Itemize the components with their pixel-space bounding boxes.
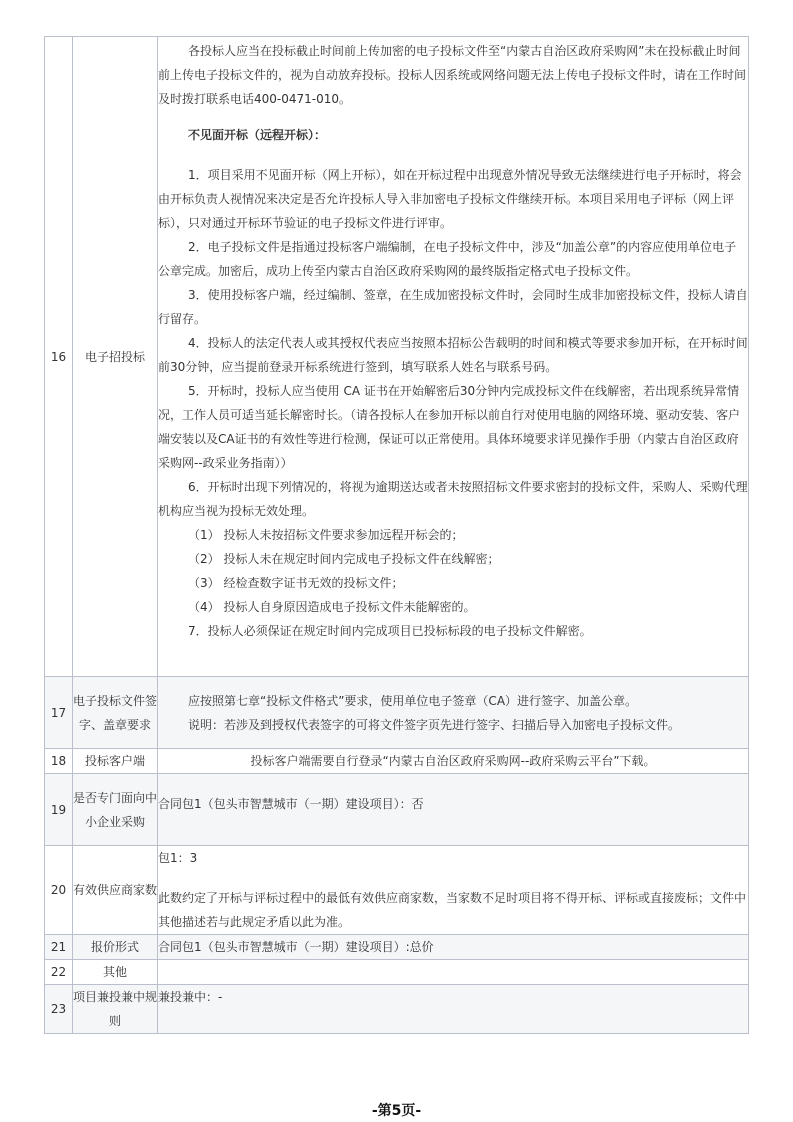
row-label: 项目兼投兼中规则 <box>73 985 158 1034</box>
table-row-19 <box>45 774 749 846</box>
row-content: 合同包1（包头市智慧城市（一期）建设项目）：否 <box>158 774 749 846</box>
supplier-rule: 此数约定了开标与评标过程中的最低有效供应商家数，当家数不足时项目将不得开标、评标或直接废标；文件中其他描述若与此规定矛盾以此为准。 <box>158 891 747 929</box>
sub-list-item: （2） 投标人未在规定时间内完成电子投标文件在线解密； <box>188 552 500 566</box>
list-item: 2．电子投标文件是指通过投标客户端编制，在电子投标文件中，涉及“加盖公章”的内容应使用单位电子公章完成。加密后，成功上传至内蒙古自治区政府采购网的最终版指定格式电子投标文件。 <box>158 240 737 278</box>
row-content <box>158 37 749 677</box>
row-number: 18 <box>45 749 73 774</box>
row-label: 投标客户端 <box>73 749 158 774</box>
upload-notice: 各投标人应当在投标截止时间前上传加密的电子投标文件至“内蒙古自治区政府采购网”未在投标截止时间前上传电子投标文件的，视为自动放弃投标。投标人因系统或网络问题无法上传电子投标文件时，请在工作时间及时拨打联系电话400-0471-010。 <box>158 44 747 106</box>
signature-note: 说明：若涉及到授权代表签字的可将文件签字页先进行签字、扫描后导入加密电子投标文件。 <box>188 717 681 732</box>
row-number: 20 <box>45 846 73 935</box>
table-row-17 <box>45 677 749 749</box>
table-row-22 <box>45 960 749 985</box>
row-content <box>158 846 749 935</box>
row-label: 是否专门面向中小企业采购 <box>73 774 158 846</box>
row-number: 17 <box>45 677 73 749</box>
row-label: 有效供应商家数 <box>73 846 158 935</box>
table-row-23 <box>45 985 749 1034</box>
row-number: 23 <box>45 985 73 1034</box>
row-content: 投标客户端需要自行登录“内蒙古自治区政府采购网--政府采购云平台”下载。 <box>158 749 749 774</box>
row-content <box>158 677 749 749</box>
page-number: -第5页- <box>371 1103 422 1119</box>
table-row-16 <box>45 37 749 677</box>
sub-list-item: （4） 投标人自身原因造成电子投标文件未能解密的。 <box>188 600 476 614</box>
list-item: 5．开标时，投标人应当使用 CA 证书在开始解密后30分钟内完成投标文件在线解密，若出现系统异常情况，工作人员可适当延长解密时长。（请各投标人在参加开标以前自行对使用电脑的网络环境、驱动安装、客户端安装以及CA证书的有效性等进行检测，保证可以正常使用。具体环境要求详见操作手册（内蒙古自治区政府采购网--政采业务指南）） <box>158 384 741 470</box>
row-number: 22 <box>45 960 73 985</box>
row-label: 报价形式 <box>73 935 158 960</box>
row-number: 16 <box>45 37 73 677</box>
row-content: 合同包1（包头市智慧城市（一期）建设项目）:总价 <box>158 935 749 960</box>
list-item: 4．投标人的法定代表人或其授权代表应当按照本招标公告载明的时间和模式等要求参加开标，在开标时间前30分钟，应当提前登录开标系统进行签到，填写联系人姓名与联系号码。 <box>158 336 748 374</box>
row-content: 兼投兼中：- <box>158 985 749 1034</box>
table-row-20 <box>45 846 749 935</box>
row-content <box>158 960 749 985</box>
section-heading: 不见面开标（远程开标）： <box>188 128 327 142</box>
row-number: 21 <box>45 935 73 960</box>
list-item: 7．投标人必须保证在规定时间内完成项目已投标标段的电子投标文件解密。 <box>188 624 592 638</box>
list-item: 6．开标时出现下列情况的，将视为逾期送达或者未按照招标文件要求密封的投标文件，采购人、采购代理机构应当视为投标无效处理。 <box>158 480 748 518</box>
list-item: 3．使用投标客户端，经过编制、签章，在生成加密投标文件时，会同时生成非加密投标文件，投标人请自行留存。 <box>158 288 748 326</box>
signature-requirement: 应按照第七章“投标文件格式”要求，使用单位电子签章（CA）进行签字、加盖公章。 <box>188 693 638 708</box>
row-number: 19 <box>45 774 73 846</box>
table-row-21 <box>45 935 749 960</box>
requirements-table <box>44 36 749 1034</box>
sub-list-item: （1） 投标人未按招标文件要求参加远程开标会的； <box>188 528 464 542</box>
row-label: 电子投标文件签字、盖章要求 <box>73 677 158 749</box>
row-label: 其他 <box>73 960 158 985</box>
package-count: 包1：3 <box>158 851 198 865</box>
row-label: 电子招投标 <box>73 37 158 677</box>
sub-list-item: （3） 经检查数字证书无效的投标文件； <box>188 576 404 590</box>
list-item: 1．项目采用不见面开标（网上开标），如在开标过程中出现意外情况导致无法继续进行电子开标时，将会由开标负责人视情况来决定是否允许投标人导入非加密电子投标文件继续开标。本项目采用电子评标（网上评标），只对通过开标环节验证的电子投标文件进行评审。 <box>158 168 742 230</box>
table-row-18 <box>45 749 749 774</box>
